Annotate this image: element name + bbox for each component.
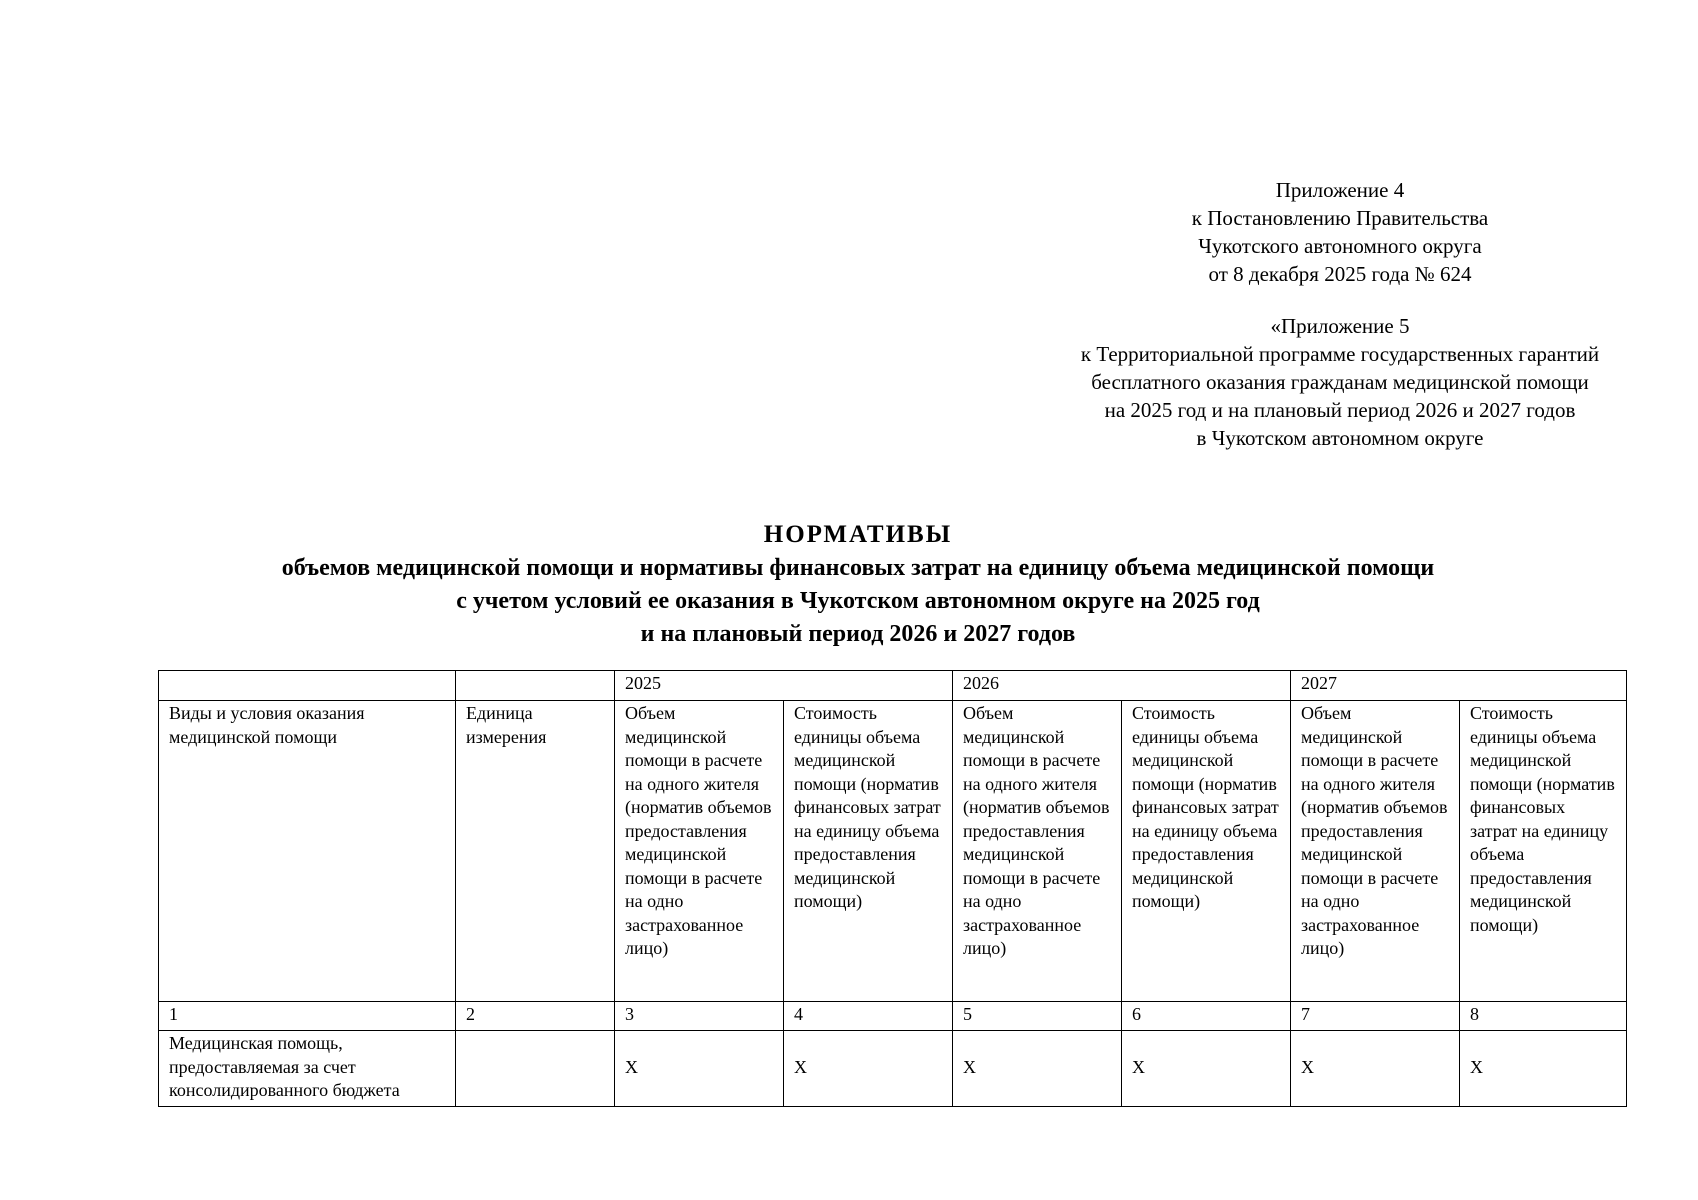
column-number: 8 (1460, 1002, 1627, 1031)
row-unit (456, 1031, 615, 1107)
appendix-5-reference (1020, 312, 1660, 452)
column-header-row (159, 701, 1627, 1002)
title-line: и на плановый период 2026 и 2027 годов (640, 621, 1076, 647)
year-header-cell: 2027 (1291, 671, 1627, 701)
appendix-5-line: «Приложение 5 (1270, 314, 1410, 338)
column-number: 6 (1122, 1002, 1291, 1031)
header-unit: Единица измерения (456, 701, 615, 1002)
value-cell: Х (953, 1031, 1122, 1107)
column-number: 4 (784, 1002, 953, 1031)
column-number-row (159, 1002, 1627, 1031)
appendix-4-line: Чукотского автономного округа (1198, 234, 1482, 258)
title-line: объемов медицинской помощи и нормативы финансовых затрат на единицу объема медицинской помощи (281, 555, 1435, 581)
header-volume-2025: Объем медицинской помощи в расчете на одного жителя (норматив объемов предоставления медицинской помощи в расчете на одно застрахованное лицо) (615, 701, 784, 1002)
appendix-4-line: от 8 декабря 2025 года № 624 (1208, 262, 1472, 286)
row-name: Медицинская помощь, предоставляемая за счет консолидированного бюджета (159, 1031, 456, 1107)
header-cost-2025: Стоимость единицы объема медицинской помощи (норматив финансовых затрат на единицу объема предоставления медицинской помощи) (784, 701, 953, 1002)
header-types: Виды и условия оказания медицинской помощи (159, 701, 456, 1002)
value-cell: Х (1460, 1031, 1627, 1107)
column-number: 5 (953, 1002, 1122, 1031)
value-cell: Х (1122, 1031, 1291, 1107)
title-line: с учетом условий ее оказания в Чукотском автономном округе на 2025 год (456, 588, 1260, 614)
value-cell: Х (615, 1031, 784, 1107)
appendix-5-line: к Территориальной программе государственных гарантий (1080, 342, 1600, 366)
empty-header-cell (456, 671, 615, 701)
norms-table (158, 670, 1627, 1107)
appendix-4-line: к Постановлению Правительства (1191, 206, 1489, 230)
column-number: 2 (456, 1002, 615, 1031)
header-volume-2026: Объем медицинской помощи в расчете на одного жителя (норматив объемов предоставления медицинской помощи в расчете на одно застрахованное лицо) (953, 701, 1122, 1002)
value-cell: Х (1291, 1031, 1460, 1107)
value-cell: Х (784, 1031, 953, 1107)
header-cost-2027: Стоимость единицы объема медицинской помощи (норматив финансовых затрат на единицу объема предоставления медицинской помощи) (1460, 701, 1627, 1002)
header-cost-2026: Стоимость единицы объема медицинской помощи (норматив финансовых затрат на единицу объема предоставления медицинской помощи) (1122, 701, 1291, 1002)
appendix-5-line: в Чукотском автономном округе (1196, 426, 1484, 450)
header-volume-2027: Объем медицинской помощи в расчете на одного жителя (норматив объемов предоставления медицинской помощи в расчете на одно застрахованное лицо) (1291, 701, 1460, 1002)
appendix-4-reference (1160, 176, 1520, 288)
appendix-5-line: на 2025 год и на плановый период 2026 и 2027 годов (1104, 398, 1576, 422)
table-row (159, 1031, 1627, 1107)
year-header-cell: 2025 (615, 671, 953, 701)
column-number: 1 (159, 1002, 456, 1031)
appendix-4-line: Приложение 4 (1275, 178, 1405, 202)
year-header-cell: 2026 (953, 671, 1291, 701)
document-title (140, 518, 1576, 651)
column-number: 7 (1291, 1002, 1460, 1031)
column-number: 3 (615, 1002, 784, 1031)
empty-header-cell (159, 671, 456, 701)
appendix-5-line: бесплатного оказания гражданам медицинской помощи (1091, 370, 1589, 394)
title-main: НОРМАТИВЫ (763, 521, 953, 548)
year-header-row (159, 671, 1627, 701)
